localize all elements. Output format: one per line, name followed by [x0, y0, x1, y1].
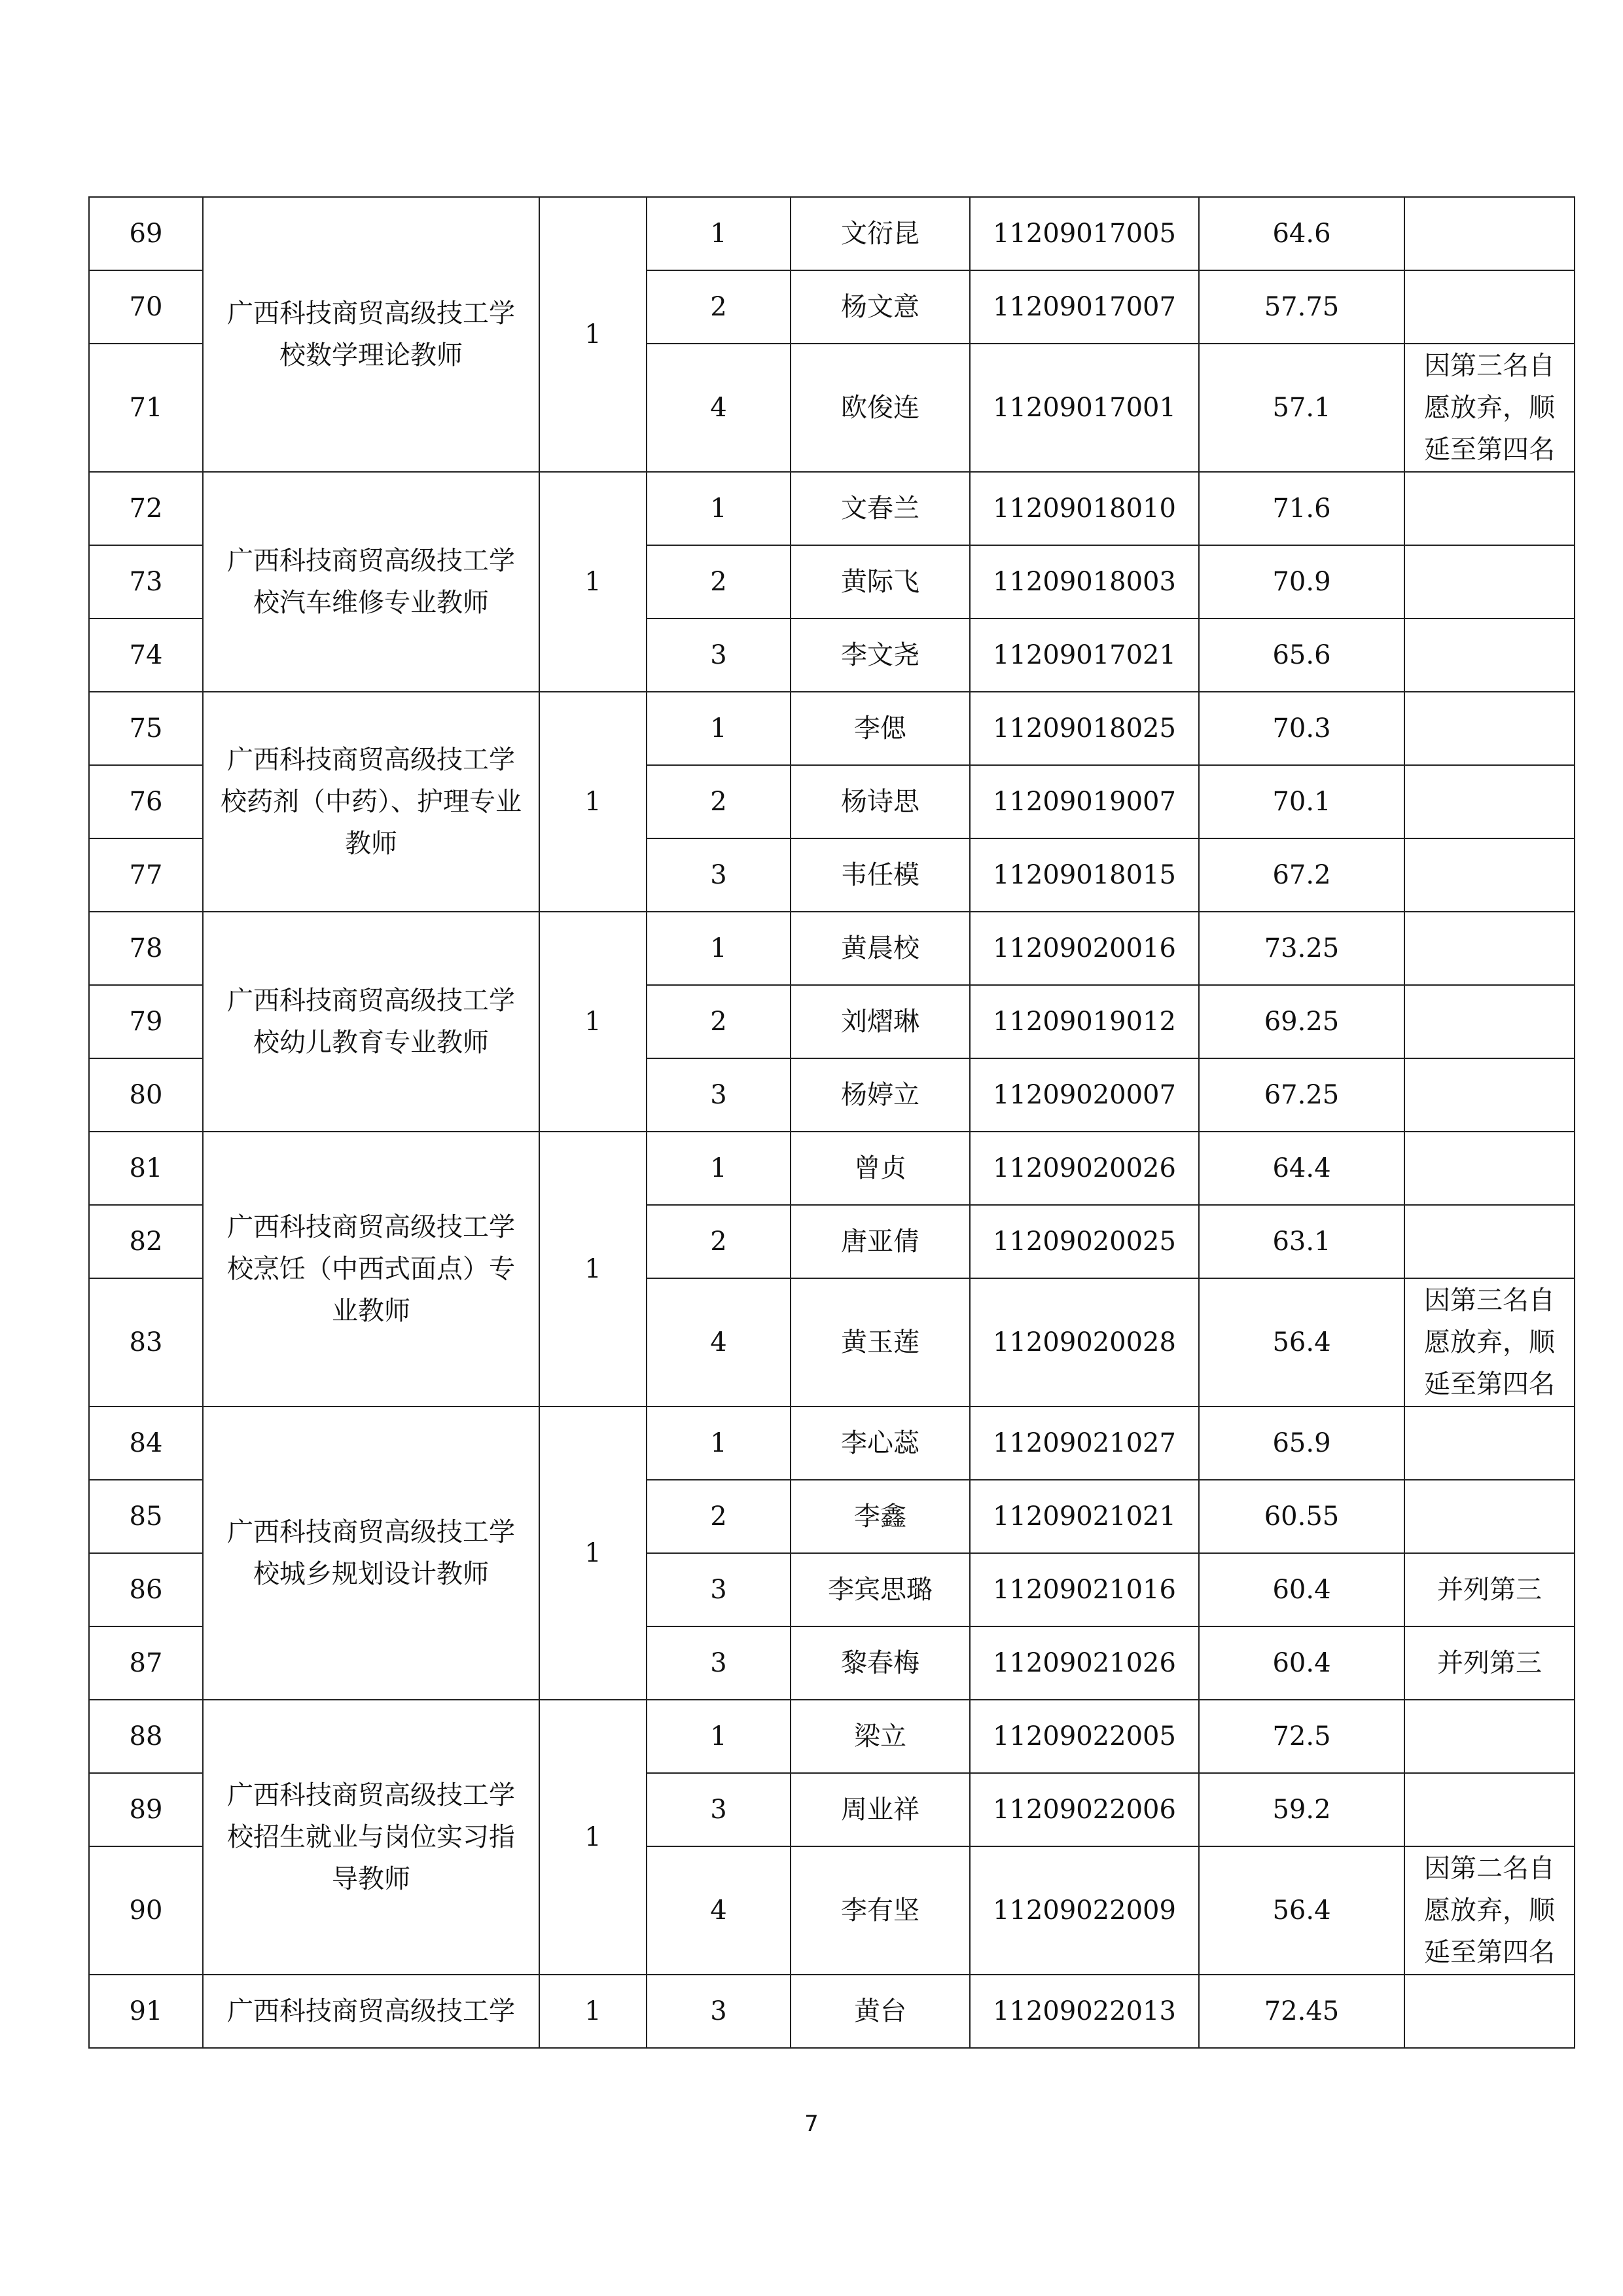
- candidate-name: 黄晨校: [791, 912, 970, 985]
- candidate-name: 唐亚倩: [791, 1205, 970, 1278]
- exam-id: 11209021026: [970, 1626, 1199, 1700]
- rank: 3: [647, 1626, 791, 1700]
- score: 69.25: [1199, 985, 1404, 1058]
- rank: 2: [647, 545, 791, 619]
- score: 60.55: [1199, 1480, 1404, 1553]
- score: 65.6: [1199, 619, 1404, 692]
- remark: [1404, 197, 1575, 270]
- candidate-name: 杨婷立: [791, 1058, 970, 1132]
- table-row: [89, 472, 1575, 545]
- score: 63.1: [1199, 1205, 1404, 1278]
- candidate-name: 文春兰: [791, 472, 970, 545]
- remark: 因第二名自愿放弃，顺延至第四名: [1404, 1846, 1575, 1975]
- score: 67.2: [1199, 838, 1404, 912]
- rank: 2: [647, 270, 791, 344]
- exam-id: 11209018010: [970, 472, 1199, 545]
- candidate-name: 黄际飞: [791, 545, 970, 619]
- row-number: 84: [89, 1407, 203, 1480]
- exam-id: 11209017007: [970, 270, 1199, 344]
- remark: 并列第三: [1404, 1626, 1575, 1700]
- score: 56.4: [1199, 1846, 1404, 1975]
- score: 70.9: [1199, 545, 1404, 619]
- score: 64.6: [1199, 197, 1404, 270]
- rank: 1: [647, 472, 791, 545]
- table-row: [89, 1407, 1575, 1480]
- exam-id: 11209017005: [970, 197, 1199, 270]
- candidate-name: 黄台: [791, 1975, 970, 2048]
- rank: 3: [647, 619, 791, 692]
- candidate-name: 刘熠琳: [791, 985, 970, 1058]
- candidate-name: 文衍昆: [791, 197, 970, 270]
- rank: 1: [647, 1700, 791, 1773]
- post-name: 广西科技商贸高级技工学校招生就业与岗位实习指导教师: [203, 1700, 539, 1975]
- post-quota: 1: [539, 472, 647, 692]
- exam-id: 11209022005: [970, 1700, 1199, 1773]
- remark: 因第三名自愿放弃，顺延至第四名: [1404, 344, 1575, 472]
- remark: [1404, 472, 1575, 545]
- remark: [1404, 1700, 1575, 1773]
- exam-id: 11209018003: [970, 545, 1199, 619]
- remark: [1404, 1205, 1575, 1278]
- remark: [1404, 1975, 1575, 2048]
- remark: [1404, 1773, 1575, 1846]
- remark: [1404, 985, 1575, 1058]
- candidate-name: 李鑫: [791, 1480, 970, 1553]
- exam-id: 11209018025: [970, 692, 1199, 765]
- candidate-name: 李宾思璐: [791, 1553, 970, 1626]
- row-number: 75: [89, 692, 203, 765]
- exam-id: 11209022009: [970, 1846, 1199, 1975]
- post-quota: 1: [539, 1407, 647, 1700]
- page-number: 7: [804, 2111, 819, 2137]
- table-row: [89, 1132, 1575, 1205]
- score: 70.1: [1199, 765, 1404, 838]
- table-row: [89, 692, 1575, 765]
- table-row: [89, 197, 1575, 270]
- table-row: [89, 1975, 1575, 2048]
- score: 67.25: [1199, 1058, 1404, 1132]
- candidate-name: 梁立: [791, 1700, 970, 1773]
- row-number: 72: [89, 472, 203, 545]
- exam-id: 11209020007: [970, 1058, 1199, 1132]
- score: 71.6: [1199, 472, 1404, 545]
- post-quota: 1: [539, 1975, 647, 2048]
- row-number: 87: [89, 1626, 203, 1700]
- rank: 1: [647, 912, 791, 985]
- score: 65.9: [1199, 1407, 1404, 1480]
- exam-id: 11209020028: [970, 1278, 1199, 1407]
- post-name: 广西科技商贸高级技工学校幼儿教育专业教师: [203, 912, 539, 1132]
- candidate-name: 李文尧: [791, 619, 970, 692]
- row-number: 73: [89, 545, 203, 619]
- score: 59.2: [1199, 1773, 1404, 1846]
- rank: 1: [647, 197, 791, 270]
- candidate-name: 韦任模: [791, 838, 970, 912]
- rank: 3: [647, 1553, 791, 1626]
- remark: [1404, 1480, 1575, 1553]
- candidate-name: 李心蕊: [791, 1407, 970, 1480]
- score: 57.1: [1199, 344, 1404, 472]
- rank: 3: [647, 1058, 791, 1132]
- candidate-name: 杨诗思: [791, 765, 970, 838]
- exam-id: 11209022006: [970, 1773, 1199, 1846]
- row-number: 77: [89, 838, 203, 912]
- exam-id: 11209019007: [970, 765, 1199, 838]
- exam-id: 11209021021: [970, 1480, 1199, 1553]
- exam-id: 11209020025: [970, 1205, 1199, 1278]
- candidate-name: 黄玉莲: [791, 1278, 970, 1407]
- remark: [1404, 619, 1575, 692]
- post-name: 广西科技商贸高级技工学校城乡规划设计教师: [203, 1407, 539, 1700]
- row-number: 70: [89, 270, 203, 344]
- candidate-name: 李偲: [791, 692, 970, 765]
- post-name: 广西科技商贸高级技工学校烹饪（中西式面点）专业教师: [203, 1132, 539, 1407]
- row-number: 71: [89, 344, 203, 472]
- remark: [1404, 912, 1575, 985]
- rank: 2: [647, 765, 791, 838]
- remark: 并列第三: [1404, 1553, 1575, 1626]
- rank: 2: [647, 985, 791, 1058]
- score: 60.4: [1199, 1626, 1404, 1700]
- candidate-name: 周业祥: [791, 1773, 970, 1846]
- post-name: 广西科技商贸高级技工学: [203, 1975, 539, 2048]
- row-number: 76: [89, 765, 203, 838]
- score: 70.3: [1199, 692, 1404, 765]
- candidate-table: [88, 196, 1575, 2049]
- score: 57.75: [1199, 270, 1404, 344]
- exam-id: 11209022013: [970, 1975, 1199, 2048]
- exam-id: 11209021016: [970, 1553, 1199, 1626]
- candidate-name: 欧俊连: [791, 344, 970, 472]
- rank: 2: [647, 1480, 791, 1553]
- post-name: 广西科技商贸高级技工学校汽车维修专业教师: [203, 472, 539, 692]
- rank: 2: [647, 1205, 791, 1278]
- rank: 4: [647, 1846, 791, 1975]
- remark: [1404, 765, 1575, 838]
- exam-id: 11209017001: [970, 344, 1199, 472]
- row-number: 74: [89, 619, 203, 692]
- row-number: 85: [89, 1480, 203, 1553]
- score: 64.4: [1199, 1132, 1404, 1205]
- row-number: 69: [89, 197, 203, 270]
- post-quota: 1: [539, 912, 647, 1132]
- score: 73.25: [1199, 912, 1404, 985]
- row-number: 80: [89, 1058, 203, 1132]
- rank: 4: [647, 1278, 791, 1407]
- post-quota: 1: [539, 1700, 647, 1975]
- score: 56.4: [1199, 1278, 1404, 1407]
- rank: 1: [647, 1407, 791, 1480]
- rank: 1: [647, 692, 791, 765]
- rank: 3: [647, 838, 791, 912]
- post-name: 广西科技商贸高级技工学校药剂（中药）、护理专业教师: [203, 692, 539, 912]
- post-quota: 1: [539, 692, 647, 912]
- candidate-name: 曾贞: [791, 1132, 970, 1205]
- remark: 因第三名自愿放弃，顺延至第四名: [1404, 1278, 1575, 1407]
- rank: 3: [647, 1975, 791, 2048]
- remark: [1404, 838, 1575, 912]
- table-row: [89, 912, 1575, 985]
- exam-id: 11209020016: [970, 912, 1199, 985]
- score: 72.5: [1199, 1700, 1404, 1773]
- row-number: 86: [89, 1553, 203, 1626]
- remark: [1404, 270, 1575, 344]
- remark: [1404, 1132, 1575, 1205]
- row-number: 82: [89, 1205, 203, 1278]
- row-number: 83: [89, 1278, 203, 1407]
- score: 60.4: [1199, 1553, 1404, 1626]
- candidate-name: 黎春梅: [791, 1626, 970, 1700]
- score: 72.45: [1199, 1975, 1404, 2048]
- exam-id: 11209021027: [970, 1407, 1199, 1480]
- post-name: 广西科技商贸高级技工学校数学理论教师: [203, 197, 539, 472]
- row-number: 88: [89, 1700, 203, 1773]
- candidate-name: 李有坚: [791, 1846, 970, 1975]
- post-quota: 1: [539, 197, 647, 472]
- rank: 4: [647, 344, 791, 472]
- exam-id: 11209018015: [970, 838, 1199, 912]
- row-number: 89: [89, 1773, 203, 1846]
- row-number: 91: [89, 1975, 203, 2048]
- remark: [1404, 1407, 1575, 1480]
- rank: 3: [647, 1773, 791, 1846]
- remark: [1404, 1058, 1575, 1132]
- exam-id: 11209019012: [970, 985, 1199, 1058]
- row-number: 79: [89, 985, 203, 1058]
- row-number: 78: [89, 912, 203, 985]
- row-number: 81: [89, 1132, 203, 1205]
- exam-id: 11209017021: [970, 619, 1199, 692]
- rank: 1: [647, 1132, 791, 1205]
- remark: [1404, 692, 1575, 765]
- candidate-name: 杨文意: [791, 270, 970, 344]
- post-quota: 1: [539, 1132, 647, 1407]
- exam-id: 11209020026: [970, 1132, 1199, 1205]
- table-row: [89, 1700, 1575, 1773]
- row-number: 90: [89, 1846, 203, 1975]
- remark: [1404, 545, 1575, 619]
